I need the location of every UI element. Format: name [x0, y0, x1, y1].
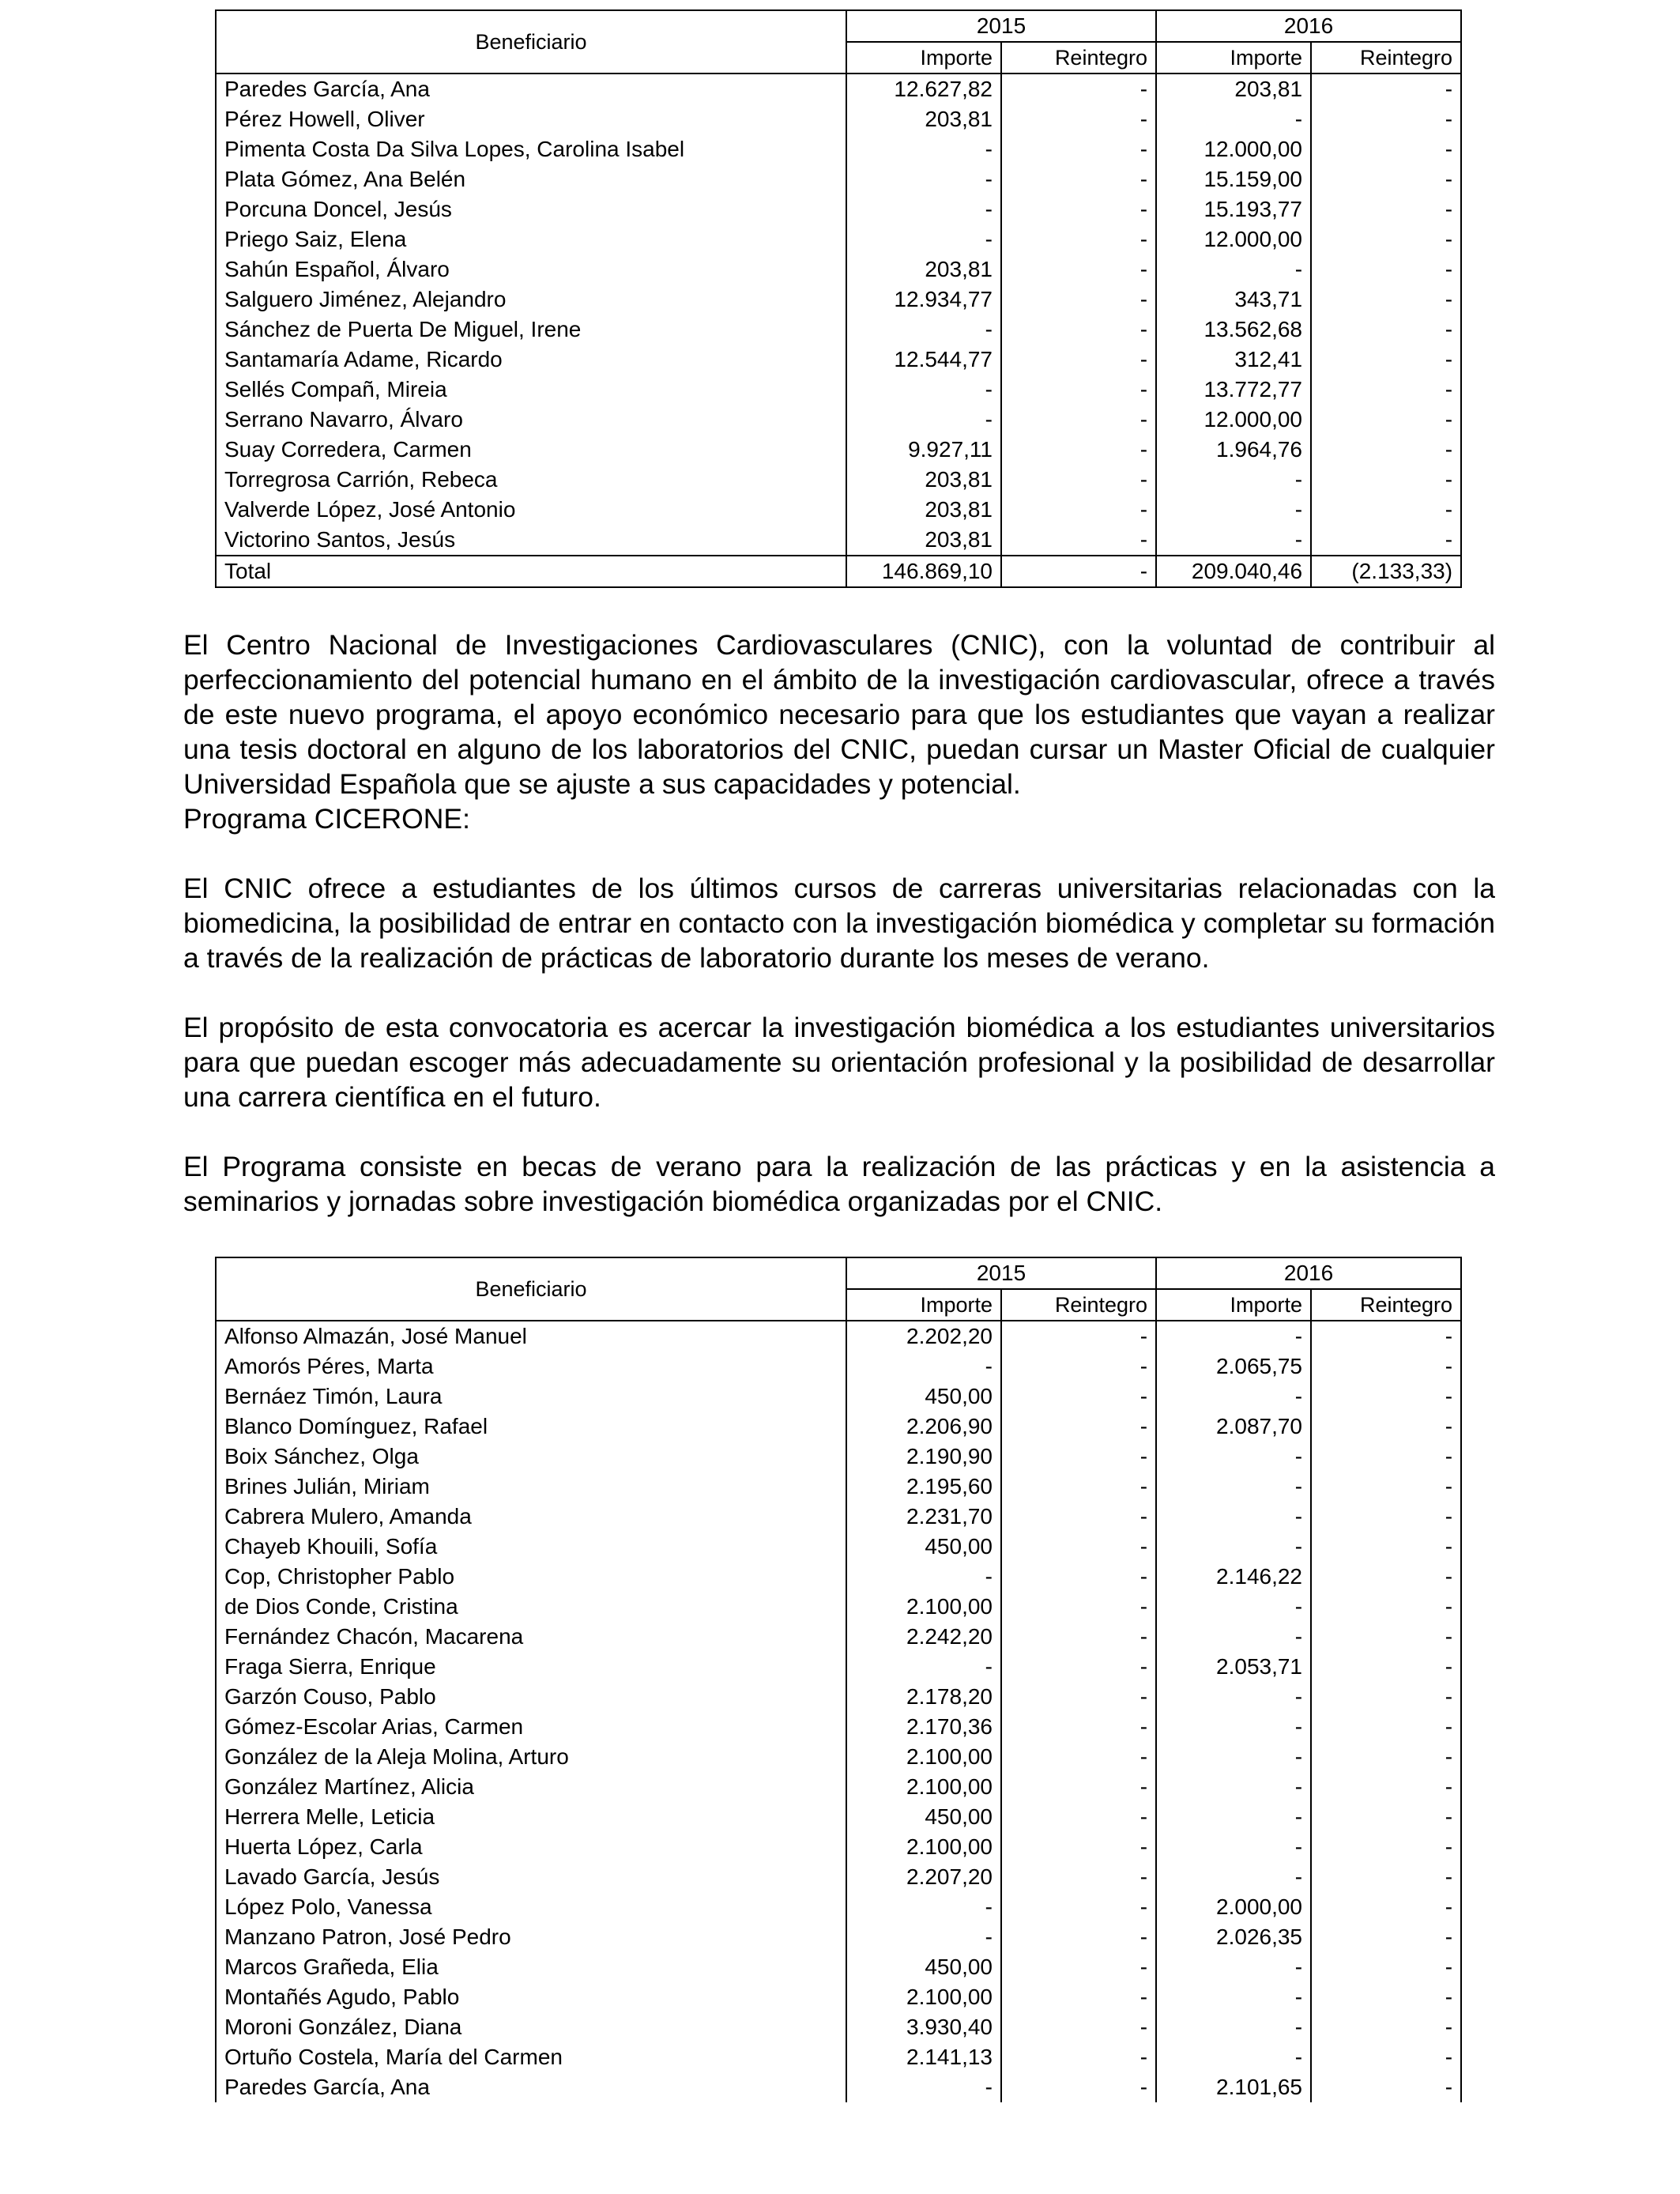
cell-reintegro-2015: -: [1001, 1832, 1156, 1862]
header-year-2015: 2015: [846, 1257, 1156, 1289]
header-importe-2015: Importe: [846, 42, 1001, 74]
cell-reintegro-2015: -: [1001, 2042, 1156, 2072]
cell-beneficiario: Bernáez Timón, Laura: [216, 1382, 846, 1412]
table-row: [216, 1802, 1461, 1832]
header-reintegro-2015: Reintegro: [1001, 42, 1156, 74]
cell-importe-2016: 2.146,22: [1156, 1562, 1311, 1592]
cell-reintegro-2015: -: [1001, 375, 1156, 405]
cell-reintegro-2016: -: [1311, 194, 1461, 224]
cell-reintegro-2016: -: [1311, 254, 1461, 285]
cell-importe-2016: 2.065,75: [1156, 1351, 1311, 1382]
cell-reintegro-2015: -: [1001, 1982, 1156, 2012]
cell-beneficiario: Moroni González, Diana: [216, 2012, 846, 2042]
cell-beneficiario: Serrano Navarro, Álvaro: [216, 405, 846, 435]
cell-reintegro-2015: -: [1001, 525, 1156, 556]
cell-importe-2016: 13.772,77: [1156, 375, 1311, 405]
cell-beneficiario: Paredes García, Ana: [216, 74, 846, 104]
cell-reintegro-2015: -: [1001, 1382, 1156, 1412]
table-row: [216, 1382, 1461, 1412]
cell-importe-2015: 2.202,20: [846, 1321, 1001, 1351]
cell-reintegro-2016: -: [1311, 2072, 1461, 2102]
header-reintegro-2016: Reintegro: [1311, 42, 1461, 74]
table-row: [216, 104, 1461, 134]
cell-reintegro-2015: -: [1001, 1442, 1156, 1472]
cell-reintegro-2015: -: [1001, 435, 1156, 465]
cell-reintegro-2015: -: [1001, 1532, 1156, 1562]
cell-beneficiario: Porcuna Doncel, Jesús: [216, 194, 846, 224]
body-text: [183, 628, 1495, 1219]
cell-importe-2016: -: [1156, 104, 1311, 134]
cell-importe-2016: -: [1156, 1772, 1311, 1802]
cell-beneficiario: Torregrosa Carrión, Rebeca: [216, 465, 846, 495]
total-row: [216, 556, 1461, 587]
cell-reintegro-2015: -: [1001, 1592, 1156, 1622]
cell-reintegro-2015: -: [1001, 285, 1156, 315]
cell-beneficiario: Pérez Howell, Oliver: [216, 104, 846, 134]
program-title: Programa CICERONE:: [183, 803, 470, 835]
cell-importe-2015: 2.178,20: [846, 1682, 1001, 1712]
cell-reintegro-2016: -: [1311, 345, 1461, 375]
cell-importe-2015: -: [846, 1892, 1001, 1922]
cell-reintegro-2016: -: [1311, 315, 1461, 345]
cell-importe-2015: 450,00: [846, 1802, 1001, 1832]
cell-importe-2015: -: [846, 375, 1001, 405]
cell-reintegro-2016: -: [1311, 1982, 1461, 2012]
cell-reintegro-2016: -: [1311, 224, 1461, 254]
total-label: Total: [216, 556, 846, 587]
cell-reintegro-2016: -: [1311, 1712, 1461, 1742]
cell-importe-2016: -: [1156, 1712, 1311, 1742]
cell-importe-2015: 203,81: [846, 104, 1001, 134]
cell-reintegro-2016: -: [1311, 1382, 1461, 1412]
cell-reintegro-2016: -: [1311, 2042, 1461, 2072]
cell-reintegro-2015: -: [1001, 1321, 1156, 1351]
cell-beneficiario: Sánchez de Puerta De Miguel, Irene: [216, 315, 846, 345]
table-row: [216, 1412, 1461, 1442]
cell-reintegro-2016: -: [1311, 1412, 1461, 1442]
cell-importe-2016: 312,41: [1156, 345, 1311, 375]
cell-importe-2016: -: [1156, 1982, 1311, 2012]
cell-reintegro-2015: -: [1001, 495, 1156, 525]
cell-beneficiario: de Dios Conde, Cristina: [216, 1592, 846, 1622]
table-row: [216, 134, 1461, 164]
cell-importe-2016: 2.053,71: [1156, 1652, 1311, 1682]
cell-importe-2016: 15.159,00: [1156, 164, 1311, 194]
cell-reintegro-2016: -: [1311, 1862, 1461, 1892]
cell-reintegro-2016: -: [1311, 465, 1461, 495]
cell-reintegro-2015: -: [1001, 1622, 1156, 1652]
cell-reintegro-2015: -: [1001, 74, 1156, 104]
cell-reintegro-2015: -: [1001, 164, 1156, 194]
cell-importe-2016: -: [1156, 1532, 1311, 1562]
cell-importe-2015: 2.231,70: [846, 1502, 1001, 1532]
table-row: [216, 1832, 1461, 1862]
cell-reintegro-2016: -: [1311, 104, 1461, 134]
cell-importe-2015: -: [846, 224, 1001, 254]
cell-beneficiario: Lavado García, Jesús: [216, 1862, 846, 1892]
cell-importe-2015: -: [846, 1652, 1001, 1682]
cell-beneficiario: Amorós Péres, Marta: [216, 1351, 846, 1382]
cell-beneficiario: Huerta López, Carla: [216, 1832, 846, 1862]
cell-beneficiario: Salguero Jiménez, Alejandro: [216, 285, 846, 315]
cell-reintegro-2015: -: [1001, 1502, 1156, 1532]
table-row: [216, 1472, 1461, 1502]
cell-beneficiario: Sahún Español, Álvaro: [216, 254, 846, 285]
cell-beneficiario: Cabrera Mulero, Amanda: [216, 1502, 846, 1532]
cell-beneficiario: Suay Corredera, Carmen: [216, 435, 846, 465]
cell-beneficiario: Santamaría Adame, Ricardo: [216, 345, 846, 375]
cell-importe-2016: 2.087,70: [1156, 1412, 1311, 1442]
cell-importe-2015: 2.100,00: [846, 1772, 1001, 1802]
cell-importe-2015: 12.627,82: [846, 74, 1001, 104]
table-row: [216, 1652, 1461, 1682]
cell-importe-2016: -: [1156, 1802, 1311, 1832]
cell-importe-2015: 2.100,00: [846, 1982, 1001, 2012]
cell-reintegro-2016: -: [1311, 1502, 1461, 1532]
table-row: [216, 285, 1461, 315]
cell-reintegro-2016: -: [1311, 1652, 1461, 1682]
header-year-2016: 2016: [1156, 1257, 1461, 1289]
table-row: [216, 525, 1461, 556]
table-row: [216, 405, 1461, 435]
cell-beneficiario: Gómez-Escolar Arias, Carmen: [216, 1712, 846, 1742]
table-row: [216, 224, 1461, 254]
cell-beneficiario: Marcos Grañeda, Elia: [216, 1952, 846, 1982]
cell-importe-2015: 2.190,90: [846, 1442, 1001, 1472]
paragraph-cicerone-intro: El CNIC ofrece a estudiantes de los últimos cursos de carreras universitarias relacionadas con la biomedicina, la posibilidad de entrar en contacto con la investigación biomédica y completar su formación a través de la realización de prácticas de laboratorio durante los meses de verano.: [183, 873, 1495, 974]
table-row: [216, 1562, 1461, 1592]
cell-importe-2016: -: [1156, 254, 1311, 285]
header-reintegro-2015: Reintegro: [1001, 1289, 1156, 1321]
table-row: [216, 375, 1461, 405]
table-row: [216, 1952, 1461, 1982]
cell-reintegro-2015: -: [1001, 2072, 1156, 2102]
cell-importe-2016: 12.000,00: [1156, 224, 1311, 254]
cell-reintegro-2015: -: [1001, 1682, 1156, 1712]
cell-reintegro-2015: -: [1001, 1562, 1156, 1592]
table-row: [216, 345, 1461, 375]
cell-importe-2016: -: [1156, 1321, 1311, 1351]
cell-reintegro-2016: -: [1311, 74, 1461, 104]
cell-importe-2015: 203,81: [846, 254, 1001, 285]
cell-importe-2015: 2.207,20: [846, 1862, 1001, 1892]
table-row: [216, 164, 1461, 194]
cell-reintegro-2015: -: [1001, 1472, 1156, 1502]
cell-reintegro-2016: -: [1311, 1472, 1461, 1502]
table-row: [216, 1442, 1461, 1472]
cell-importe-2016: 12.000,00: [1156, 405, 1311, 435]
cell-reintegro-2015: -: [1001, 315, 1156, 345]
cell-reintegro-2016: -: [1311, 405, 1461, 435]
cell-beneficiario: Pimenta Costa Da Silva Lopes, Carolina Isabel: [216, 134, 846, 164]
header-importe-2015: Importe: [846, 1289, 1001, 1321]
table-row: [216, 465, 1461, 495]
cell-reintegro-2015: -: [1001, 1772, 1156, 1802]
table-row: [216, 2072, 1461, 2102]
table-row: [216, 194, 1461, 224]
cell-reintegro-2016: -: [1311, 1922, 1461, 1952]
cell-importe-2015: 450,00: [846, 1532, 1001, 1562]
table-row: [216, 1862, 1461, 1892]
total-importe-2015: 146.869,10: [846, 556, 1001, 587]
cell-reintegro-2016: -: [1311, 1892, 1461, 1922]
header-importe-2016: Importe: [1156, 42, 1311, 74]
cell-beneficiario: Fraga Sierra, Enrique: [216, 1652, 846, 1682]
cell-importe-2016: -: [1156, 1382, 1311, 1412]
cell-importe-2015: 9.927,11: [846, 435, 1001, 465]
cell-importe-2016: 2.026,35: [1156, 1922, 1311, 1952]
cell-reintegro-2016: -: [1311, 164, 1461, 194]
cell-reintegro-2015: -: [1001, 405, 1156, 435]
cell-reintegro-2016: -: [1311, 375, 1461, 405]
table-body: [216, 1321, 1461, 2102]
cell-reintegro-2015: -: [1001, 1952, 1156, 1982]
table-row: [216, 1922, 1461, 1952]
table-row: [216, 1351, 1461, 1382]
cell-reintegro-2016: -: [1311, 1562, 1461, 1592]
cell-reintegro-2016: -: [1311, 1622, 1461, 1652]
cell-importe-2015: 12.934,77: [846, 285, 1001, 315]
cell-reintegro-2016: -: [1311, 435, 1461, 465]
cell-importe-2015: -: [846, 1351, 1001, 1382]
cell-reintegro-2016: -: [1311, 1832, 1461, 1862]
cell-importe-2016: -: [1156, 1952, 1311, 1982]
paragraph-cnic-master: El Centro Nacional de Investigaciones Cardiovasculares (CNIC), con la voluntad de contribuir al perfeccionamiento del potencial humano en el ámbito de la investigación cardiovascular, ofrece a través de este nuevo programa, el apoyo económico necesario para que los estudiantes que vayan a realizar una tesis doctoral en alguno de los laboratorios del CNIC, puedan cursar un Master Oficial de cualquier Universidad Española que se ajuste a sus capacidades y potencial.: [183, 629, 1495, 800]
cell-reintegro-2015: -: [1001, 1862, 1156, 1892]
cell-reintegro-2016: -: [1311, 285, 1461, 315]
table-row: [216, 1592, 1461, 1622]
cell-importe-2016: -: [1156, 1442, 1311, 1472]
table-row: [216, 1742, 1461, 1772]
total-reintegro-2016: (2.133,33): [1311, 556, 1461, 587]
cell-reintegro-2016: -: [1311, 1772, 1461, 1802]
cell-importe-2016: 203,81: [1156, 74, 1311, 104]
table-row: [216, 315, 1461, 345]
cell-reintegro-2015: -: [1001, 194, 1156, 224]
table-row: [216, 1622, 1461, 1652]
cell-importe-2016: -: [1156, 1832, 1311, 1862]
cell-importe-2015: 2.100,00: [846, 1832, 1001, 1862]
cell-importe-2015: 203,81: [846, 465, 1001, 495]
cell-reintegro-2015: -: [1001, 1351, 1156, 1382]
cell-reintegro-2016: -: [1311, 1802, 1461, 1832]
cell-importe-2015: -: [846, 164, 1001, 194]
cell-reintegro-2015: -: [1001, 1922, 1156, 1952]
total-importe-2016: 209.040,46: [1156, 556, 1311, 587]
cell-importe-2016: 15.193,77: [1156, 194, 1311, 224]
cell-reintegro-2016: -: [1311, 1682, 1461, 1712]
table-row: [216, 495, 1461, 525]
header-year-2015: 2015: [846, 10, 1156, 42]
cell-importe-2015: -: [846, 405, 1001, 435]
cell-reintegro-2015: -: [1001, 345, 1156, 375]
cell-importe-2016: 2.000,00: [1156, 1892, 1311, 1922]
cell-importe-2016: 1.964,76: [1156, 435, 1311, 465]
header-year-2016: 2016: [1156, 10, 1461, 42]
cell-reintegro-2016: -: [1311, 1592, 1461, 1622]
table-row: [216, 254, 1461, 285]
cell-beneficiario: González Martínez, Alicia: [216, 1772, 846, 1802]
cell-importe-2015: 450,00: [846, 1382, 1001, 1412]
cell-beneficiario: González de la Aleja Molina, Arturo: [216, 1742, 846, 1772]
cell-importe-2016: -: [1156, 525, 1311, 556]
total-reintegro-2015: -: [1001, 556, 1156, 587]
cell-beneficiario: Paredes García, Ana: [216, 2072, 846, 2102]
table-row: [216, 1321, 1461, 1351]
cell-reintegro-2016: -: [1311, 1351, 1461, 1382]
cell-importe-2016: -: [1156, 2012, 1311, 2042]
header-reintegro-2016: Reintegro: [1311, 1289, 1461, 1321]
cell-importe-2015: 2.100,00: [846, 1592, 1001, 1622]
header-beneficiario: Beneficiario: [216, 10, 846, 74]
beneficiary-table-2: [215, 1257, 1462, 2102]
cell-beneficiario: Brines Julián, Miriam: [216, 1472, 846, 1502]
cell-beneficiario: Sellés Compañ, Mireia: [216, 375, 846, 405]
cell-reintegro-2015: -: [1001, 1742, 1156, 1772]
table-row: [216, 1892, 1461, 1922]
cell-importe-2016: -: [1156, 495, 1311, 525]
cell-importe-2015: 2.242,20: [846, 1622, 1001, 1652]
cell-importe-2016: -: [1156, 1502, 1311, 1532]
cell-reintegro-2015: -: [1001, 224, 1156, 254]
cell-importe-2016: -: [1156, 1862, 1311, 1892]
cell-importe-2016: -: [1156, 465, 1311, 495]
cell-reintegro-2016: -: [1311, 1532, 1461, 1562]
cell-beneficiario: López Polo, Vanessa: [216, 1892, 846, 1922]
cell-beneficiario: Priego Saiz, Elena: [216, 224, 846, 254]
cell-beneficiario: Montañés Agudo, Pablo: [216, 1982, 846, 2012]
cell-reintegro-2015: -: [1001, 254, 1156, 285]
table-body: [216, 74, 1461, 556]
table-row: [216, 74, 1461, 104]
table-row: [216, 435, 1461, 465]
cell-reintegro-2016: -: [1311, 1442, 1461, 1472]
cell-beneficiario: Manzano Patron, José Pedro: [216, 1922, 846, 1952]
cell-importe-2016: -: [1156, 1622, 1311, 1652]
cell-importe-2015: -: [846, 194, 1001, 224]
cell-importe-2015: 3.930,40: [846, 2012, 1001, 2042]
cell-reintegro-2016: -: [1311, 525, 1461, 556]
cell-reintegro-2015: -: [1001, 465, 1156, 495]
cell-beneficiario: Valverde López, José Antonio: [216, 495, 846, 525]
beneficiary-table-1: [215, 9, 1462, 588]
table-row: [216, 1532, 1461, 1562]
cell-reintegro-2016: -: [1311, 495, 1461, 525]
cell-beneficiario: Plata Gómez, Ana Belén: [216, 164, 846, 194]
cell-importe-2015: -: [846, 134, 1001, 164]
cell-beneficiario: Fernández Chacón, Macarena: [216, 1622, 846, 1652]
cell-importe-2016: 2.101,65: [1156, 2072, 1311, 2102]
cell-beneficiario: Boix Sánchez, Olga: [216, 1442, 846, 1472]
cell-beneficiario: Victorino Santos, Jesús: [216, 525, 846, 556]
cell-reintegro-2016: -: [1311, 1952, 1461, 1982]
cell-importe-2015: 2.195,60: [846, 1472, 1001, 1502]
cell-reintegro-2015: -: [1001, 1892, 1156, 1922]
cell-importe-2015: 12.544,77: [846, 345, 1001, 375]
cell-importe-2015: 203,81: [846, 495, 1001, 525]
cell-reintegro-2015: -: [1001, 1652, 1156, 1682]
cell-importe-2016: -: [1156, 1682, 1311, 1712]
cell-beneficiario: Garzón Couso, Pablo: [216, 1682, 846, 1712]
table-row: [216, 1772, 1461, 1802]
header-beneficiario: Beneficiario: [216, 1257, 846, 1321]
cell-importe-2015: 2.170,36: [846, 1712, 1001, 1742]
cell-importe-2016: -: [1156, 2042, 1311, 2072]
cell-importe-2016: 343,71: [1156, 285, 1311, 315]
cell-importe-2015: -: [846, 315, 1001, 345]
cell-reintegro-2015: -: [1001, 1412, 1156, 1442]
header-importe-2016: Importe: [1156, 1289, 1311, 1321]
cell-importe-2015: 2.141,13: [846, 2042, 1001, 2072]
cell-reintegro-2016: -: [1311, 134, 1461, 164]
cell-beneficiario: Herrera Melle, Leticia: [216, 1802, 846, 1832]
cell-importe-2015: -: [846, 1922, 1001, 1952]
cell-reintegro-2015: -: [1001, 2012, 1156, 2042]
cell-reintegro-2015: -: [1001, 1712, 1156, 1742]
cell-importe-2016: -: [1156, 1742, 1311, 1772]
cell-reintegro-2015: -: [1001, 1802, 1156, 1832]
cell-importe-2015: 2.206,90: [846, 1412, 1001, 1442]
cell-importe-2015: 203,81: [846, 525, 1001, 556]
cell-beneficiario: Ortuño Costela, María del Carmen: [216, 2042, 846, 2072]
cell-reintegro-2016: -: [1311, 2012, 1461, 2042]
cell-importe-2015: -: [846, 1562, 1001, 1592]
cell-reintegro-2016: -: [1311, 1742, 1461, 1772]
paragraph-cicerone-purpose: El propósito de esta convocatoria es acercar la investigación biomédica a los estudiantes universitarios para que puedan escoger más adecuadamente su orientación profesional y la posibilidad de desarrollar una carrera científica en el futuro.: [183, 1012, 1495, 1113]
table-row: [216, 1712, 1461, 1742]
table-row: [216, 2042, 1461, 2072]
table-row: [216, 2012, 1461, 2042]
table-row: [216, 1502, 1461, 1532]
cell-beneficiario: Alfonso Almazán, José Manuel: [216, 1321, 846, 1351]
cell-importe-2016: 12.000,00: [1156, 134, 1311, 164]
cell-beneficiario: Chayeb Khouili, Sofía: [216, 1532, 846, 1562]
cell-reintegro-2015: -: [1001, 134, 1156, 164]
cell-reintegro-2015: -: [1001, 104, 1156, 134]
cell-importe-2015: 450,00: [846, 1952, 1001, 1982]
cell-importe-2016: -: [1156, 1472, 1311, 1502]
cell-reintegro-2016: -: [1311, 1321, 1461, 1351]
table-row: [216, 1682, 1461, 1712]
table-row: [216, 1982, 1461, 2012]
cell-importe-2016: -: [1156, 1592, 1311, 1622]
cell-beneficiario: Cop, Christopher Pablo: [216, 1562, 846, 1592]
cell-importe-2016: 13.562,68: [1156, 315, 1311, 345]
paragraph-cicerone-program: El Programa consiste en becas de verano para la realización de las prácticas y en la asistencia a seminarios y jornadas sobre investigación biomédica organizadas por el CNIC.: [183, 1151, 1495, 1217]
cell-beneficiario: Blanco Domínguez, Rafael: [216, 1412, 846, 1442]
cell-importe-2015: 2.100,00: [846, 1742, 1001, 1772]
cell-importe-2015: -: [846, 2072, 1001, 2102]
